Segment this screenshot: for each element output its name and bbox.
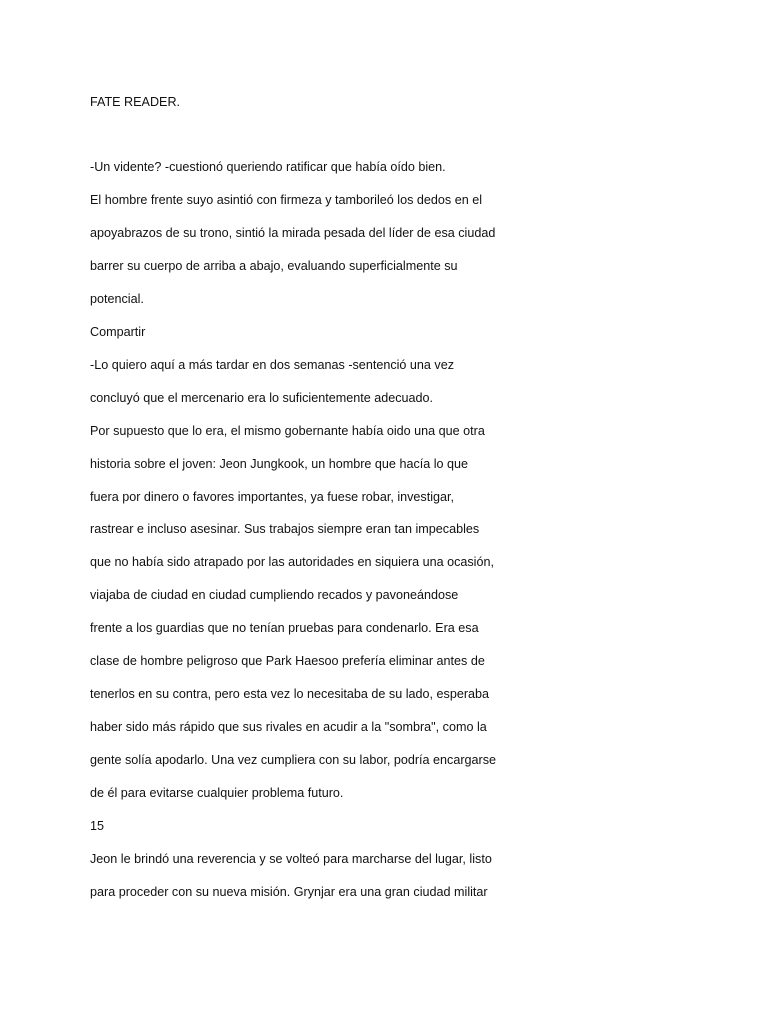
text-line: Por supuesto que lo era, el mismo gobernante había oido una que otra: [90, 424, 485, 438]
text-line: apoyabrazos de su trono, sintió la mirada pesada del líder de esa ciudad: [90, 226, 496, 240]
text-line: potencial.: [90, 292, 144, 306]
text-line: fuera por dinero o favores importantes, ya fuese robar, investigar,: [90, 490, 455, 504]
text-line: Jeon le brindó una reverencia y se volteó para marcharse del lugar, listo: [90, 852, 492, 866]
text-line: historia sobre el joven: Jeon Jungkook, un hombre que hacía lo que: [90, 457, 469, 471]
text-line: de él para evitarse cualquier problema futuro.: [90, 786, 344, 800]
text-line: -Lo quiero aquí a más tardar en dos semanas -sentenció una vez: [90, 358, 455, 372]
text-line: barrer su cuerpo de arriba a abajo, evaluando superficialmente su: [90, 259, 458, 273]
text-line: Compartir: [90, 325, 146, 339]
text-line: -Un vidente? -cuestionó queriendo ratificar que había oído bien.: [90, 160, 446, 174]
page-number: 15: [90, 819, 105, 833]
text-line: clase de hombre peligroso que Park Haesoo prefería eliminar antes de: [90, 654, 485, 668]
text-line: El hombre frente suyo asintió con firmeza y tamborileó los dedos en el: [90, 193, 483, 207]
text-line: rastrear e incluso asesinar. Sus trabajos siempre eran tan impecables: [90, 522, 480, 536]
text-line: tenerlos en su contra, pero esta vez lo necesitaba de su lado, esperaba: [90, 687, 490, 701]
document-title: FATE READER.: [90, 95, 181, 109]
text-line: concluyó que el mercenario era lo suficientemente adecuado.: [90, 391, 434, 405]
text-line: para proceder con su nueva misión. Grynjar era una gran ciudad militar: [90, 885, 488, 899]
text-line: haber sido más rápido que sus rivales en acudir a la "sombra", como la: [90, 720, 487, 734]
text-line: frente a los guardias que no tenían pruebas para condenarlo. Era esa: [90, 621, 479, 635]
text-line: viajaba de ciudad en ciudad cumpliendo recados y pavoneándose: [90, 588, 459, 602]
text-line: gente solía apodarlo. Una vez cumpliera con su labor, podría encargarse: [90, 753, 497, 767]
text-line: que no había sido atrapado por las autoridades en siquiera una ocasión,: [90, 555, 494, 569]
